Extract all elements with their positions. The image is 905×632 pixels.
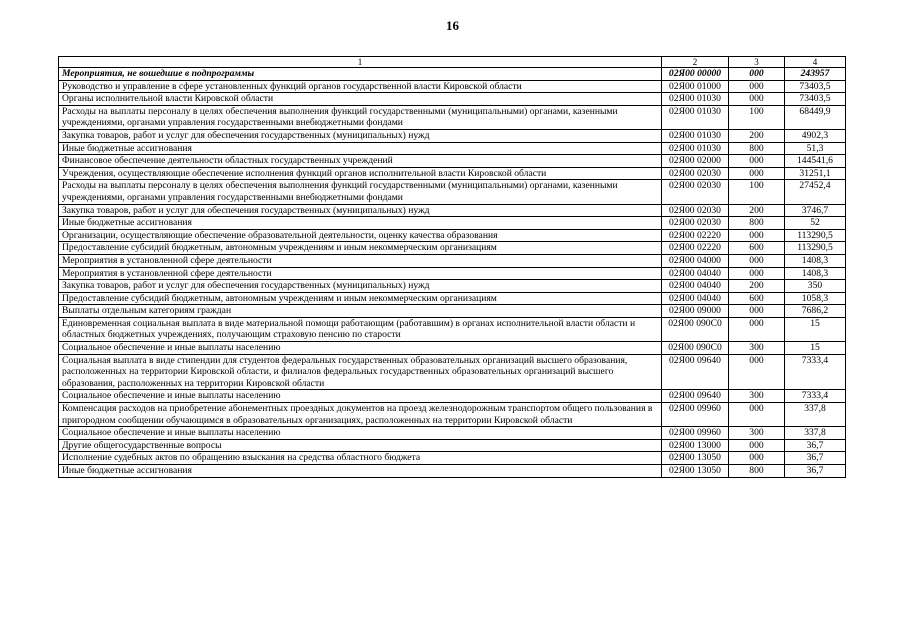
row-amount-cell: 36,7	[785, 452, 846, 465]
row-amount-cell: 73403,5	[785, 93, 846, 106]
row-amount-cell: 1408,3	[785, 267, 846, 280]
row-code-cell: 02Я00 02220	[662, 242, 729, 255]
table-row	[59, 229, 846, 242]
row-amount-cell: 7333,4	[785, 390, 846, 403]
row-type-cell: 800	[729, 142, 785, 155]
row-name-cell: Мероприятия в установленной сфере деятельности	[59, 267, 662, 280]
row-amount-cell: 73403,5	[785, 80, 846, 93]
row-type-cell: 000	[729, 68, 785, 81]
row-amount-cell: 15	[785, 317, 846, 341]
row-amount-cell: 144541,6	[785, 155, 846, 168]
row-code-cell: 02Я00 09000	[662, 305, 729, 318]
row-name-cell: Закупка товаров, работ и услуг для обеспечения государственных (муниципальных) нужд	[59, 204, 662, 217]
row-name-cell: Исполнение судебных актов по обращению взыскания на средства областного бюджета	[59, 452, 662, 465]
row-name-cell: Мероприятия в установленной сфере деятельности	[59, 254, 662, 267]
row-type-cell: 200	[729, 204, 785, 217]
row-code-cell: 02Я00 02030	[662, 204, 729, 217]
row-code-cell: 02Я00 04000	[662, 254, 729, 267]
row-code-cell: 02Я00 01000	[662, 80, 729, 93]
row-type-cell: 000	[729, 267, 785, 280]
row-amount-cell: 337,8	[785, 427, 846, 440]
row-name-cell: Органы исполнительной власти Кировской области	[59, 93, 662, 106]
row-name-cell: Социальное обеспечение и иные выплаты населению	[59, 427, 662, 440]
row-code-cell: 02Я00 13050	[662, 452, 729, 465]
row-name-cell: Иные бюджетные ассигнования	[59, 217, 662, 230]
row-code-cell: 02Я00 09640	[662, 390, 729, 403]
row-name-cell: Мероприятия, не вошедшие в подпрограммы	[59, 68, 662, 81]
row-name-cell: Учреждения, осуществляющие обеспечение исполнения функций органов исполнительной власти Кировской области	[59, 167, 662, 180]
row-type-cell: 100	[729, 105, 785, 129]
table-row	[59, 280, 846, 293]
table-row	[59, 267, 846, 280]
table-row	[59, 390, 846, 403]
row-code-cell: 02Я00 02220	[662, 229, 729, 242]
row-amount-cell: 113290,5	[785, 229, 846, 242]
row-code-cell: 02Я00 090С0	[662, 317, 729, 341]
row-code-cell: 02Я00 01030	[662, 105, 729, 129]
row-amount-cell: 15	[785, 342, 846, 355]
row-type-cell: 200	[729, 129, 785, 142]
row-type-cell: 300	[729, 427, 785, 440]
row-amount-cell: 113290,5	[785, 242, 846, 255]
row-code-cell: 02Я00 04040	[662, 292, 729, 305]
row-type-cell: 000	[729, 80, 785, 93]
header-col-4: 4	[785, 57, 846, 68]
row-type-cell: 000	[729, 93, 785, 106]
table-row	[59, 254, 846, 267]
row-name-cell: Другие общегосударственные вопросы	[59, 439, 662, 452]
table-row	[59, 217, 846, 230]
row-amount-cell: 7333,4	[785, 354, 846, 390]
row-type-cell: 300	[729, 390, 785, 403]
row-type-cell: 000	[729, 167, 785, 180]
row-code-cell: 02Я00 13050	[662, 465, 729, 478]
row-name-cell: Руководство и управление в сфере установленных функций органов государственной власти Кировской области	[59, 80, 662, 93]
row-type-cell: 300	[729, 342, 785, 355]
table-body	[59, 68, 846, 478]
row-code-cell: 02Я00 04040	[662, 280, 729, 293]
row-type-cell: 600	[729, 292, 785, 305]
row-name-cell: Закупка товаров, работ и услуг для обеспечения государственных (муниципальных) нужд	[59, 280, 662, 293]
row-name-cell: Социальное обеспечение и иные выплаты населению	[59, 390, 662, 403]
row-name-cell: Иные бюджетные ассигнования	[59, 465, 662, 478]
table-row	[59, 342, 846, 355]
table-row	[59, 465, 846, 478]
row-type-cell: 000	[729, 452, 785, 465]
table-row	[59, 129, 846, 142]
table-row	[59, 292, 846, 305]
header-col-3: 3	[729, 57, 785, 68]
row-name-cell: Социальное обеспечение и иные выплаты населению	[59, 342, 662, 355]
table-row	[59, 204, 846, 217]
row-code-cell: 02Я00 09960	[662, 403, 729, 427]
row-amount-cell: 4902,3	[785, 129, 846, 142]
row-amount-cell: 51,3	[785, 142, 846, 155]
row-amount-cell: 7686,2	[785, 305, 846, 318]
row-code-cell: 02Я00 09960	[662, 427, 729, 440]
page-number: 16	[446, 18, 459, 33]
row-type-cell: 000	[729, 354, 785, 390]
row-code-cell: 02Я00 00000	[662, 68, 729, 81]
row-amount-cell: 31251,1	[785, 167, 846, 180]
row-code-cell: 02Я00 090С0	[662, 342, 729, 355]
header-col-1: 1	[59, 57, 662, 68]
table-row	[59, 439, 846, 452]
table-row	[59, 155, 846, 168]
row-type-cell: 000	[729, 403, 785, 427]
row-type-cell: 000	[729, 439, 785, 452]
row-code-cell: 02Я00 02030	[662, 180, 729, 204]
table-row	[59, 142, 846, 155]
table-row	[59, 105, 846, 129]
row-amount-cell: 52	[785, 217, 846, 230]
table-row	[59, 452, 846, 465]
row-amount-cell: 68449,9	[785, 105, 846, 129]
row-code-cell: 02Я00 02000	[662, 155, 729, 168]
row-amount-cell: 1058,3	[785, 292, 846, 305]
row-name-cell: Расходы на выплаты персоналу в целях обеспечения выполнения функций государственными (муниципальными) органами, казенными учреждениями, органами управления государственными внебюджетными фондами	[59, 180, 662, 204]
row-type-cell: 000	[729, 317, 785, 341]
table-row	[59, 403, 846, 427]
row-amount-cell: 36,7	[785, 465, 846, 478]
budget-table	[58, 56, 846, 478]
table-row	[59, 180, 846, 204]
row-type-cell: 800	[729, 465, 785, 478]
row-name-cell: Социальная выплата в виде стипендии для студентов федеральных государственных образовательных организаций высшего образования, расположенных на территории Кировской области, и филиалов федеральных государственных образовательных организаций высшего образования, расположенных на территории Кировской области	[59, 354, 662, 390]
row-amount-cell: 1408,3	[785, 254, 846, 267]
row-name-cell: Предоставление субсидий бюджетным, автономным учреждениям и иным некоммерческим организациям	[59, 242, 662, 255]
row-amount-cell: 337,8	[785, 403, 846, 427]
row-code-cell: 02Я00 09640	[662, 354, 729, 390]
row-name-cell: Компенсация расходов на приобретение абонементных проездных документов на проезд железнодорожным транспортом общего пользования в пригородном сообщении обучающимся в образовательных организациях, расположенных на территории Кировской области	[59, 403, 662, 427]
table-header-row	[59, 57, 846, 68]
row-name-cell: Расходы на выплаты персоналу в целях обеспечения выполнения функций государственными (муниципальными) органами, казенными учреждениями, органами управления государственными внебюджетными фондами	[59, 105, 662, 129]
row-type-cell: 200	[729, 280, 785, 293]
row-amount-cell: 3746,7	[785, 204, 846, 217]
row-amount-cell: 27452,4	[785, 180, 846, 204]
table-row	[59, 167, 846, 180]
table-row	[59, 427, 846, 440]
table-row	[59, 242, 846, 255]
row-type-cell: 000	[729, 229, 785, 242]
row-code-cell: 02Я00 01030	[662, 142, 729, 155]
table-row	[59, 93, 846, 106]
table-row	[59, 354, 846, 390]
row-type-cell: 000	[729, 305, 785, 318]
row-type-cell: 100	[729, 180, 785, 204]
row-name-cell: Единовременная социальная выплата в виде материальной помощи работающим (работавшим) в органах исполнительной власти области и областных бюджетных учреждениях, получающим страховую пенсию по старости	[59, 317, 662, 341]
row-name-cell: Финансовое обеспечение деятельности областных государственных учреждений	[59, 155, 662, 168]
row-code-cell: 02Я00 01030	[662, 93, 729, 106]
row-type-cell: 000	[729, 254, 785, 267]
row-amount-cell: 350	[785, 280, 846, 293]
row-name-cell: Предоставление субсидий бюджетным, автономным учреждениям и иным некоммерческим организациям	[59, 292, 662, 305]
row-name-cell: Организации, осуществляющие обеспечение образовательной деятельности, оценку качества образования	[59, 229, 662, 242]
header-col-2: 2	[662, 57, 729, 68]
row-amount-cell: 243957	[785, 68, 846, 81]
table-row	[59, 305, 846, 318]
row-name-cell: Закупка товаров, работ и услуг для обеспечения государственных (муниципальных) нужд	[59, 129, 662, 142]
row-type-cell: 800	[729, 217, 785, 230]
row-code-cell: 02Я00 02030	[662, 217, 729, 230]
row-code-cell: 02Я00 13000	[662, 439, 729, 452]
row-type-cell: 000	[729, 155, 785, 168]
row-code-cell: 02Я00 04040	[662, 267, 729, 280]
row-name-cell: Выплаты отдельным категориям граждан	[59, 305, 662, 318]
table-row	[59, 317, 846, 341]
row-code-cell: 02Я00 01030	[662, 129, 729, 142]
row-name-cell: Иные бюджетные ассигнования	[59, 142, 662, 155]
row-code-cell: 02Я00 02030	[662, 167, 729, 180]
row-amount-cell: 36,7	[785, 439, 846, 452]
table-row	[59, 80, 846, 93]
table-row	[59, 68, 846, 81]
row-type-cell: 600	[729, 242, 785, 255]
